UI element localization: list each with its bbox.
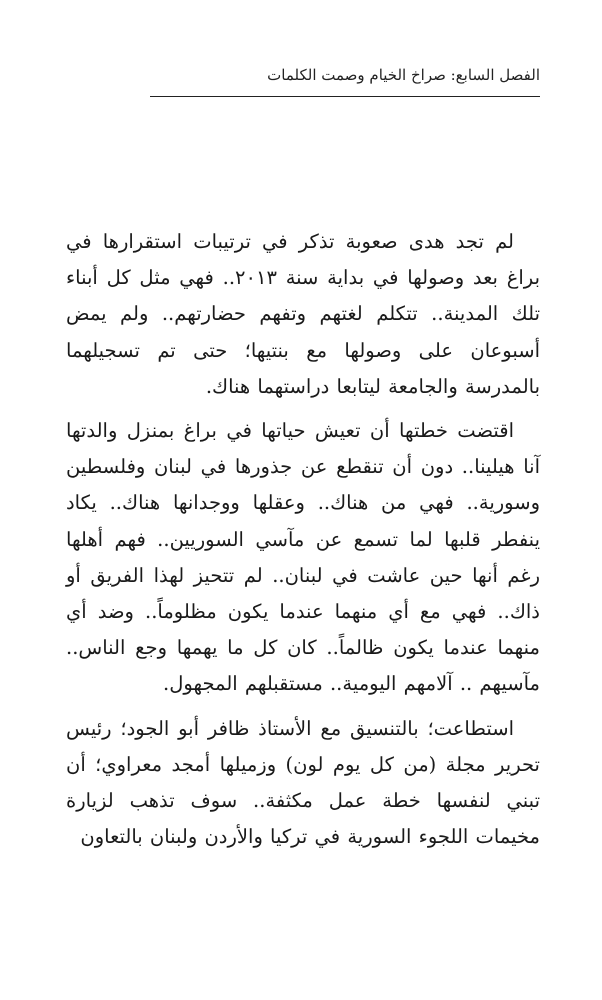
running-header-title: الفصل السابع: صراخ الخيام وصمت الكلمات [267, 66, 540, 84]
paragraph-3: استطاعت؛ بالتنسيق مع الأستاذ ظافر أبو الجود؛ رئيس تحرير مجلة (من كل يوم لون) وزميلها أمجد معراوي؛ أن تبني لنفسها خطة عمل مكثفة.. سوف تذهب لزيارة مخيمات اللجوء السورية في تركيا والأردن ولبنان بالتعاون [66, 716, 540, 849]
paragraph-2: اقتضت خطتها أن تعيش حياتها في براغ بمنزل والدتها آنا هيلينا.. دون أن تنقطع عن جذورها في لبنان وفلسطين وسورية.. فهي من هناك.. وعقلها ووجدانها هناك.. يكاد ينفطر قلبها لما تسمع عن مآسي السوريين.. فهم أهلها رغم أنها حين عاشت في لبنان.. لم تتحيز لهذا الفريق أو ذاك.. فهي مع أي منهما عندما يكون مظلوماً.. وضد أي منهما عندما يكون ظالماً.. كان كل ما يهمها وجع الناس.. مآسيهم .. آلامهم اليومية.. مستقبلهم المجهول. [66, 419, 540, 696]
paragraph-1: لم تجد هدى صعوبة تذكر في ترتيبات استقرارها في براغ بعد وصولها في بداية سنة ٢٠١٣.. فهي مثل كل أبناء تلك المدينة.. تتكلم لغتهم وتفهم حضارتهم.. ولم يمض أسبوعان على وصولها مع بنتيها؛ حتى تم تسجيلهما بالمدرسة والجامعة ليتابعا دراستهما هناك. [66, 230, 540, 398]
header-divider [150, 96, 540, 97]
body-text [66, 224, 540, 863]
